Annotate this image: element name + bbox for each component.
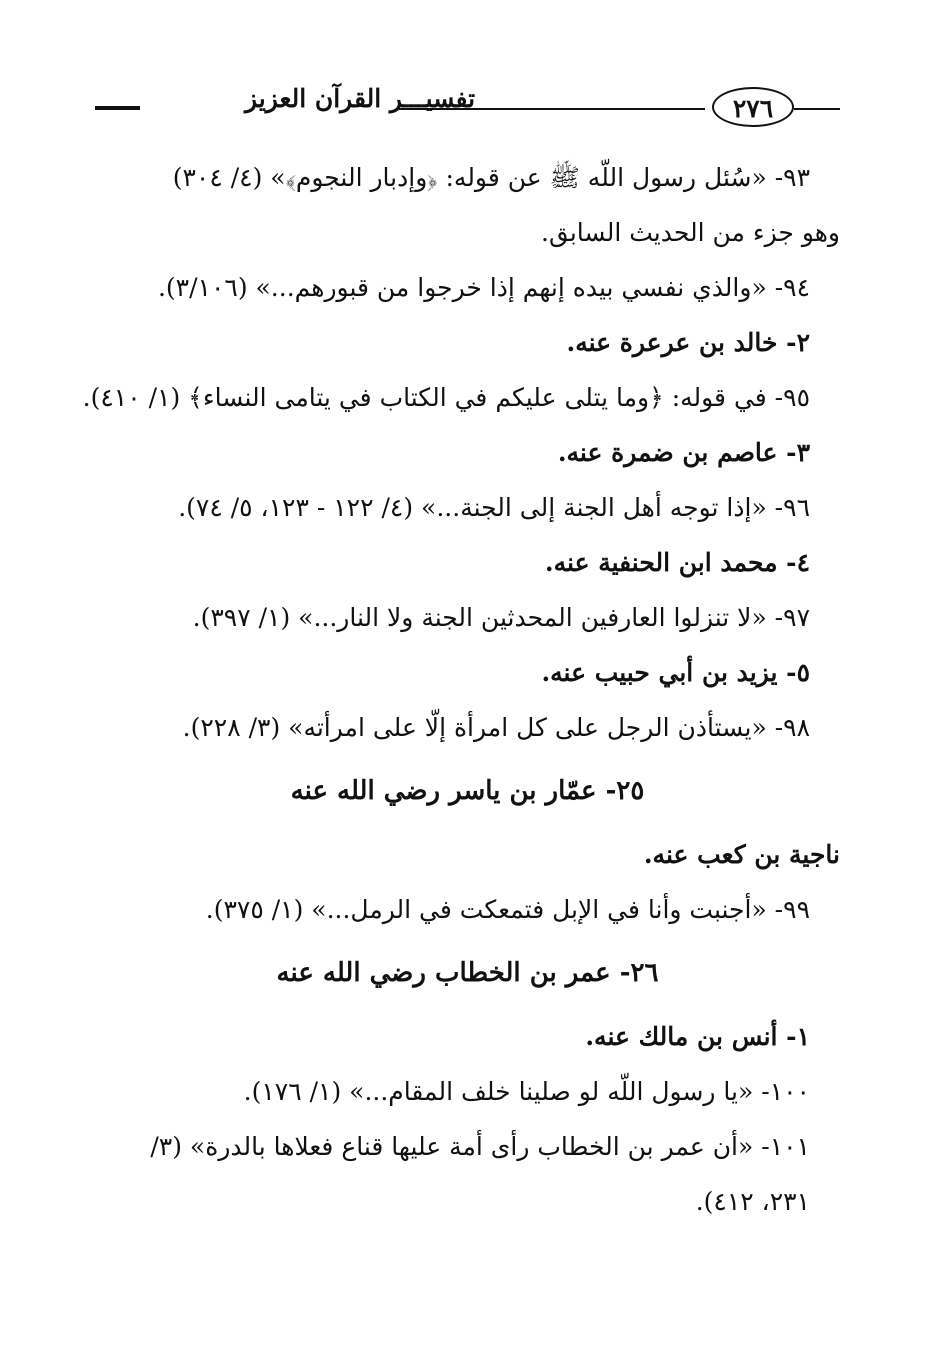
page-body (82, 150, 840, 1229)
entry-99: ٩٩- «أجنبت وأنا في الإبل فتمعكت في الرمل...» (١/ ٣٧٥). (205, 895, 810, 924)
header-rule-middle (399, 108, 705, 110)
entry-100: ١٠٠- «يا رسول اللّه لو صلينا خلف المقام...» (١/ ١٧٦). (243, 1077, 810, 1106)
narrator-heading-asim: ٣- عاصم بن ضمرة عنه. (557, 438, 810, 467)
entry-93: ٩٣- «سُئل رسول اللّه ﷺ عن قوله: ﴿وإدبار النجوم﴾» (٤/ ٣٠٤) (172, 163, 810, 192)
entry-96: ٩٦- «إذا توجه أهل الجنة إلى الجنة...» (٤/ ١٢٢ - ١٢٣، ٥/ ٧٤). (178, 493, 810, 522)
entry-97: ٩٧- «لا تنزلوا العارفين المحدثين الجنة ولا النار...» (١/ ٣٩٧). (192, 603, 810, 632)
entry-95: ٩٥- في قوله: ﴿وما يتلى عليكم في الكتاب في يتامى النساء﴾ (١/ ٤١٠). (82, 383, 810, 412)
narrator-heading-khalid: ٢- خالد بن عرعرة عنه. (566, 328, 810, 357)
header-rule-right (794, 108, 840, 110)
entry-94: ٩٤- «والذي نفسي بيده إنهم إذا خرجوا من قبورهم...» (٣/١٠٦). (157, 273, 810, 302)
header-rule-left (95, 106, 140, 110)
section-heading-ammar: ٢٥- عمّار بن ياسر رضي الله عنه (290, 776, 645, 806)
narrator-heading-yazid: ٥- يزيد بن أبي حبيب عنه. (541, 658, 810, 687)
narrator-heading-anas: ١- أنس بن مالك عنه. (585, 1022, 810, 1051)
entry-93-continuation: وهو جزء من الحديث السابق. (541, 218, 840, 247)
section-heading-umar: ٢٦- عمر بن الخطاب رضي الله عنه (276, 958, 659, 988)
page-number: ٢٧٦ (712, 87, 794, 127)
entry-101: ١٠١- «أن عمر بن الخطاب رأى أمة عليها قناع فعلاها بالدرة» (٣/ (150, 1132, 810, 1161)
narrator-heading-muhammad: ٤- محمد ابن الحنفية عنه. (544, 548, 810, 577)
running-title: تفسيـــر القرآن العزيز (245, 84, 476, 113)
entry-98: ٩٨- «يستأذن الرجل على كل امرأة إلّا على امرأته» (٣/ ٢٢٨). (182, 713, 810, 742)
entry-101-continuation: ٢٣١، ٤١٢). (695, 1187, 810, 1216)
page-header (95, 82, 840, 138)
narrator-heading-najiya: ناجية بن كعب عنه. (643, 840, 840, 869)
